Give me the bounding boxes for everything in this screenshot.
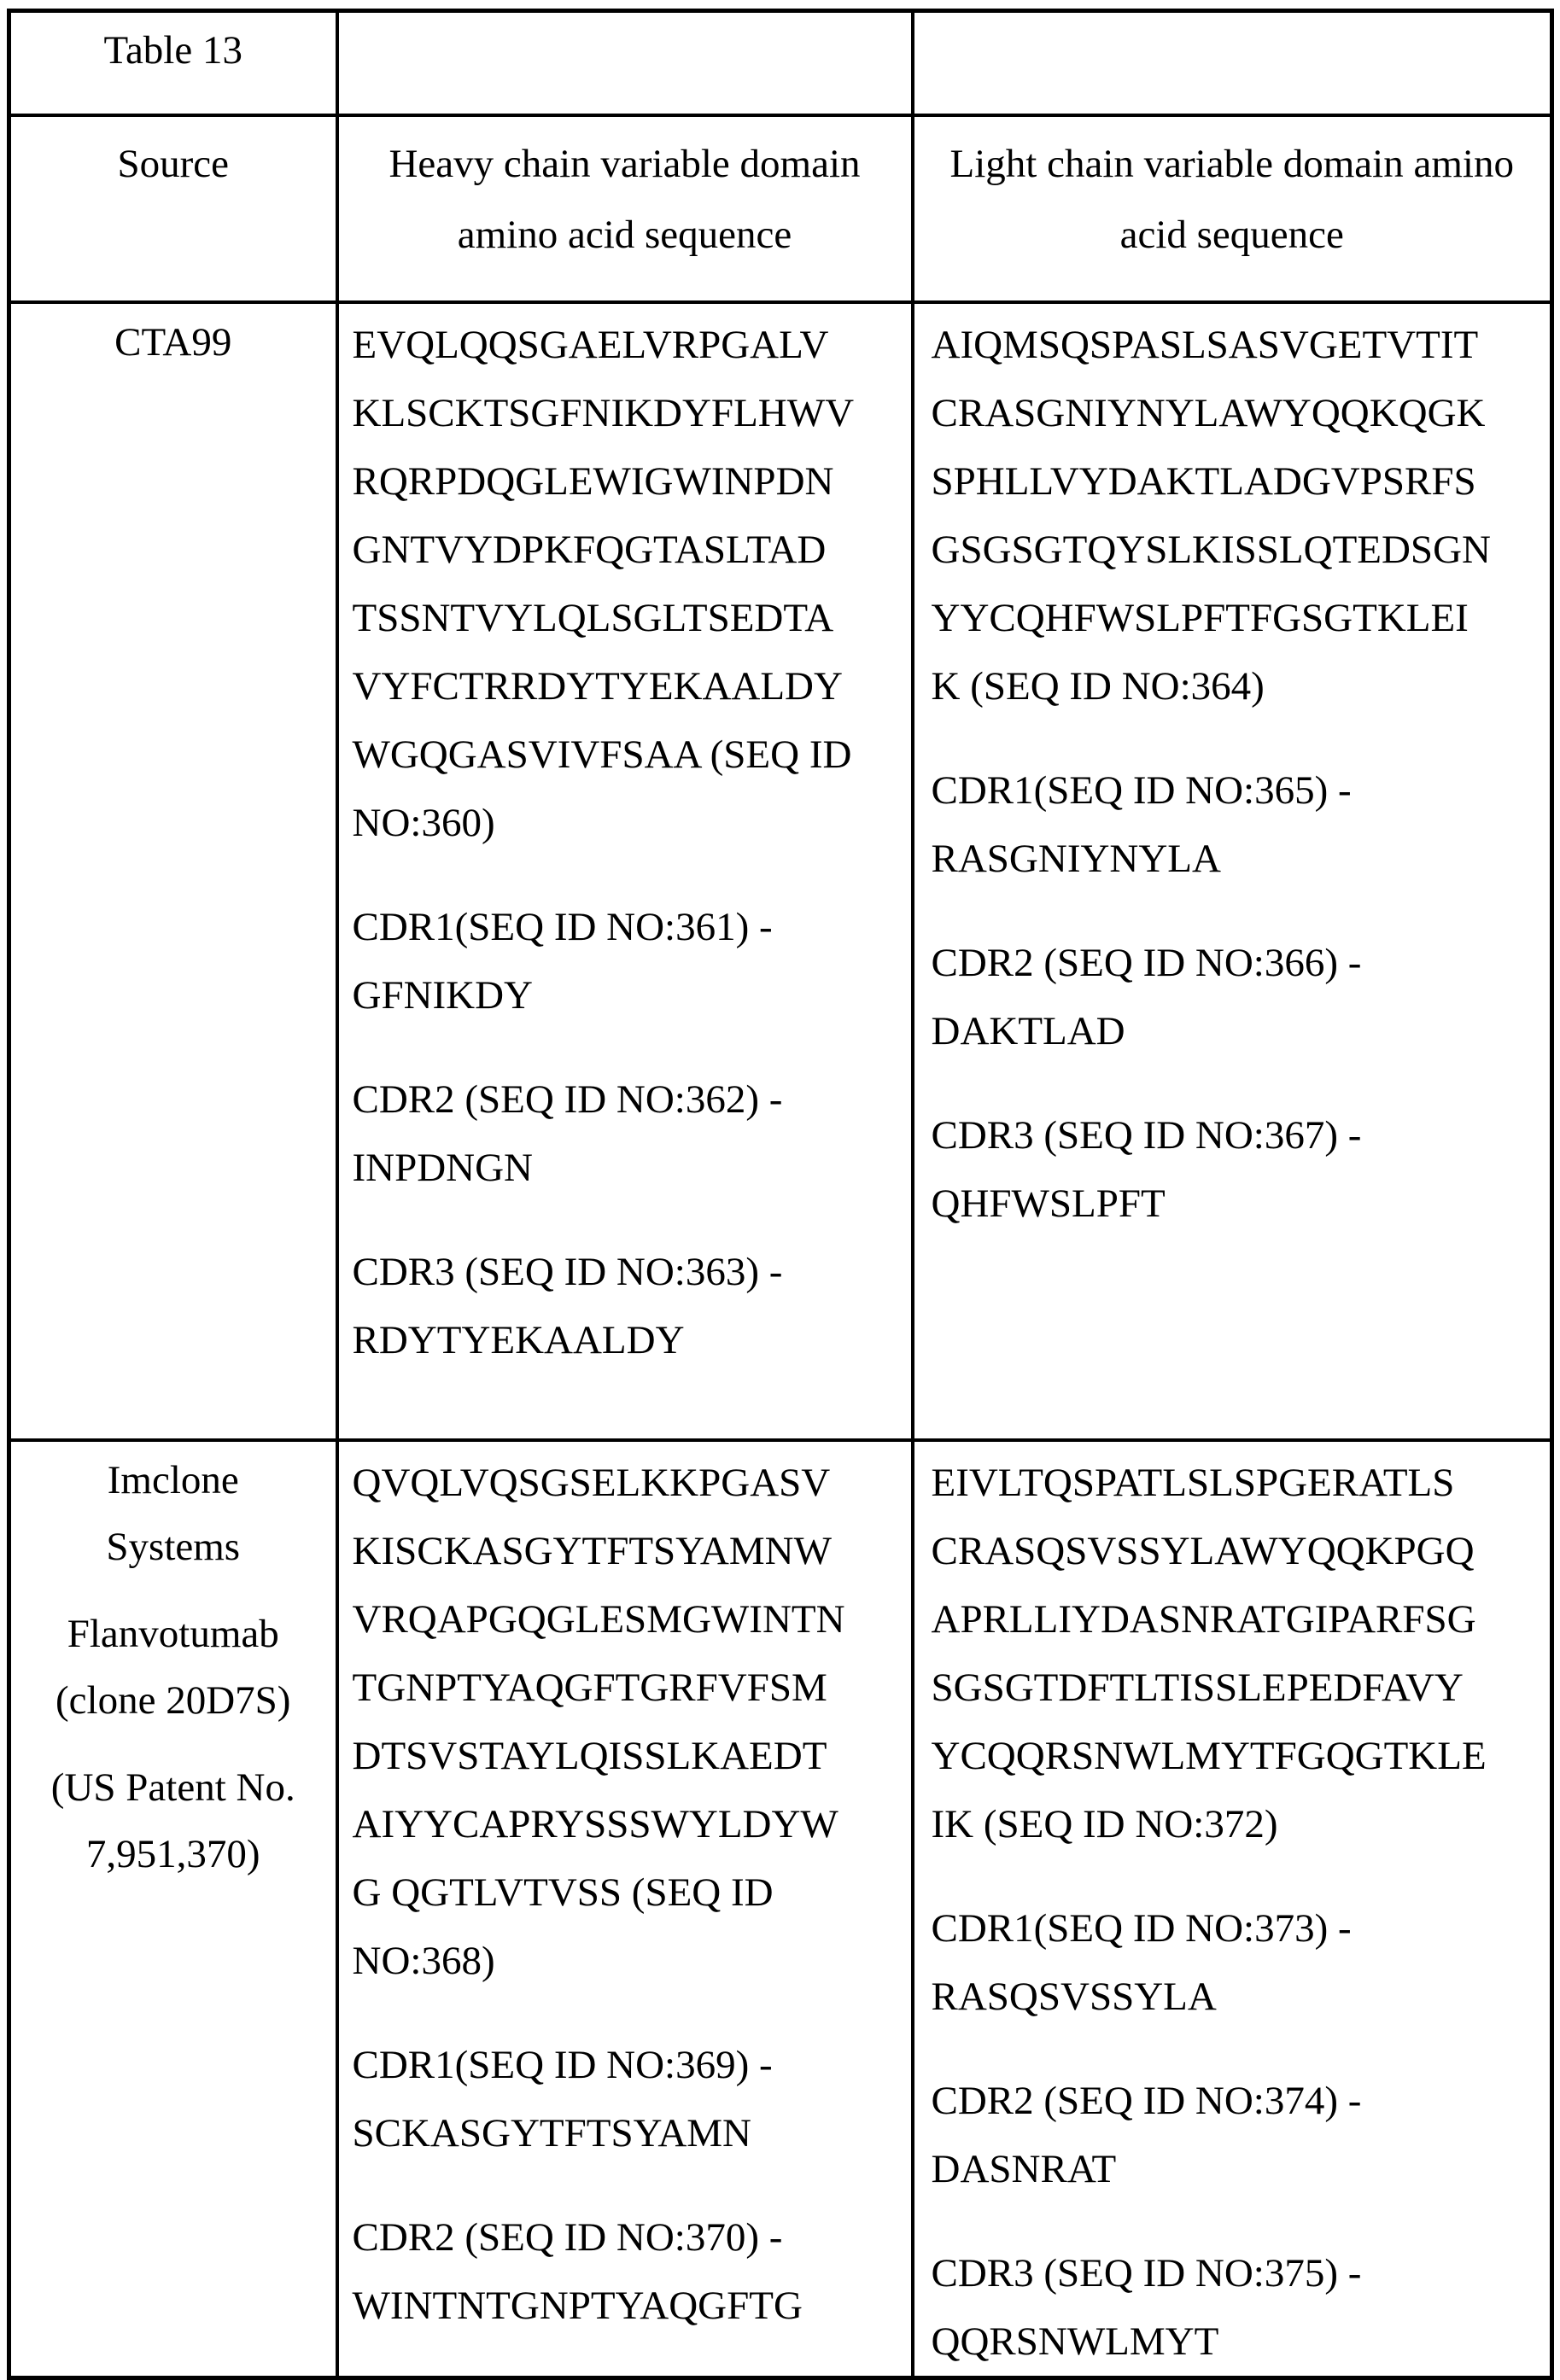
- source-cell: [9, 1440, 337, 2378]
- sequence-paragraph: EVQLQQSGAELVRPGALV KLSCKTSGFNIKDYFLHWV RQRPDQGLEWIGWINPDN GNTVYDPKFQGTASLTAD TSSNTVYLQLSGLTSEDTA VYFCTRRDYTYEKAALDY WGQGASVIVFSAA (SEQ ID NO:360): [352, 323, 855, 845]
- column-header-row: [9, 115, 1552, 302]
- column-header-source: Source: [9, 115, 337, 302]
- sequence-paragraph: CDR3 (SEQ ID NO:363) - RDYTYEKAALDY: [352, 1250, 783, 1362]
- sequence-paragraph: Imclone Systems: [106, 1458, 241, 1569]
- sequence-paragraph: CDR2 (SEQ ID NO:374) - DASNRAT: [931, 2079, 1362, 2191]
- sequence-paragraph: CDR1(SEQ ID NO:369) - SCKASGYTFTSYAMN: [352, 2043, 773, 2155]
- sequence-paragraph: CDR1(SEQ ID NO:365) - RASGNIYNYLA: [931, 768, 1352, 881]
- empty-cell: [913, 11, 1552, 116]
- sequence-paragraph: AIQMSQSPASLSASVGETVTIT CRASGNIYNYLAWYQQKQGK SPHLLVYDAKTLADGVPSRFS GSGSGTQYSLKISSLQTEDSGN YYCQHFWSLPFTFGSGTKLEI K (SEQ ID NO:364): [931, 323, 1491, 709]
- light-chain-sequence-cell: [913, 1440, 1552, 2378]
- sequence-paragraph: CDR3 (SEQ ID NO:367) - QHFWSLPFT: [931, 1113, 1362, 1226]
- sequence-paragraph: EIVLTQSPATLSLSPGERATLS CRASQSVSSYLAWYQQKPGQ APRLLIYDASNRATGIPARFSG SGSGTDFTLTISSLEPEDFAVY YCQQRSNWLMYTFGQGTKLE IK (SEQ ID NO:372): [931, 1461, 1487, 1846]
- heavy-chain-sequence-cell: [337, 1440, 913, 2378]
- sequence-paragraph: CDR2 (SEQ ID NO:370) - WINTNTGNPTYAQGFTG: [352, 2215, 803, 2328]
- empty-cell: [337, 11, 913, 116]
- sequence-paragraph: QVQLVQSGSELKKPGASV KISCKASGYTFTSYAMNW VRQAPGQGLESMGWINTN TGNPTYAQGFTGRFVFSM DTSVSTAYLQISSLKAEDT AIYYCAPRYSSSWYLDYW G QGTLVTVSS (SEQ ID NO:368): [352, 1461, 845, 1983]
- table-title-row: [9, 11, 1552, 116]
- antibody-row-imclone: [9, 1440, 1552, 2378]
- source-cell: [9, 302, 337, 1440]
- sequence-table: [7, 9, 1554, 2380]
- sequence-paragraph: Flanvotumab (clone 20D7S): [56, 1612, 291, 1723]
- heavy-chain-sequence-cell: [337, 302, 913, 1440]
- sequence-paragraph: (US Patent No. 7,951,370): [50, 1765, 295, 1876]
- antibody-row-cta99: [9, 302, 1552, 1440]
- sequence-paragraph: CDR1(SEQ ID NO:373) - RASQSVSSYLA: [931, 1906, 1352, 2019]
- column-header-light-chain: Light chain variable domain amino acid sequence: [913, 115, 1552, 302]
- table-title: Table 13: [9, 11, 337, 116]
- sequence-paragraph: CDR3 (SEQ ID NO:375) - QQRSNWLMYT: [931, 2251, 1362, 2364]
- sequence-paragraph: CDR2 (SEQ ID NO:366) - DAKTLAD: [931, 941, 1362, 1053]
- sequence-paragraph: CDR1(SEQ ID NO:361) - GFNIKDY: [352, 905, 773, 1018]
- light-chain-sequence-cell: [913, 302, 1552, 1440]
- column-header-heavy-chain: Heavy chain variable domain amino acid sequence: [337, 115, 913, 302]
- sequence-paragraph: CTA99: [114, 320, 232, 365]
- sequence-paragraph: CDR2 (SEQ ID NO:362) - INPDNGN: [352, 1077, 783, 1190]
